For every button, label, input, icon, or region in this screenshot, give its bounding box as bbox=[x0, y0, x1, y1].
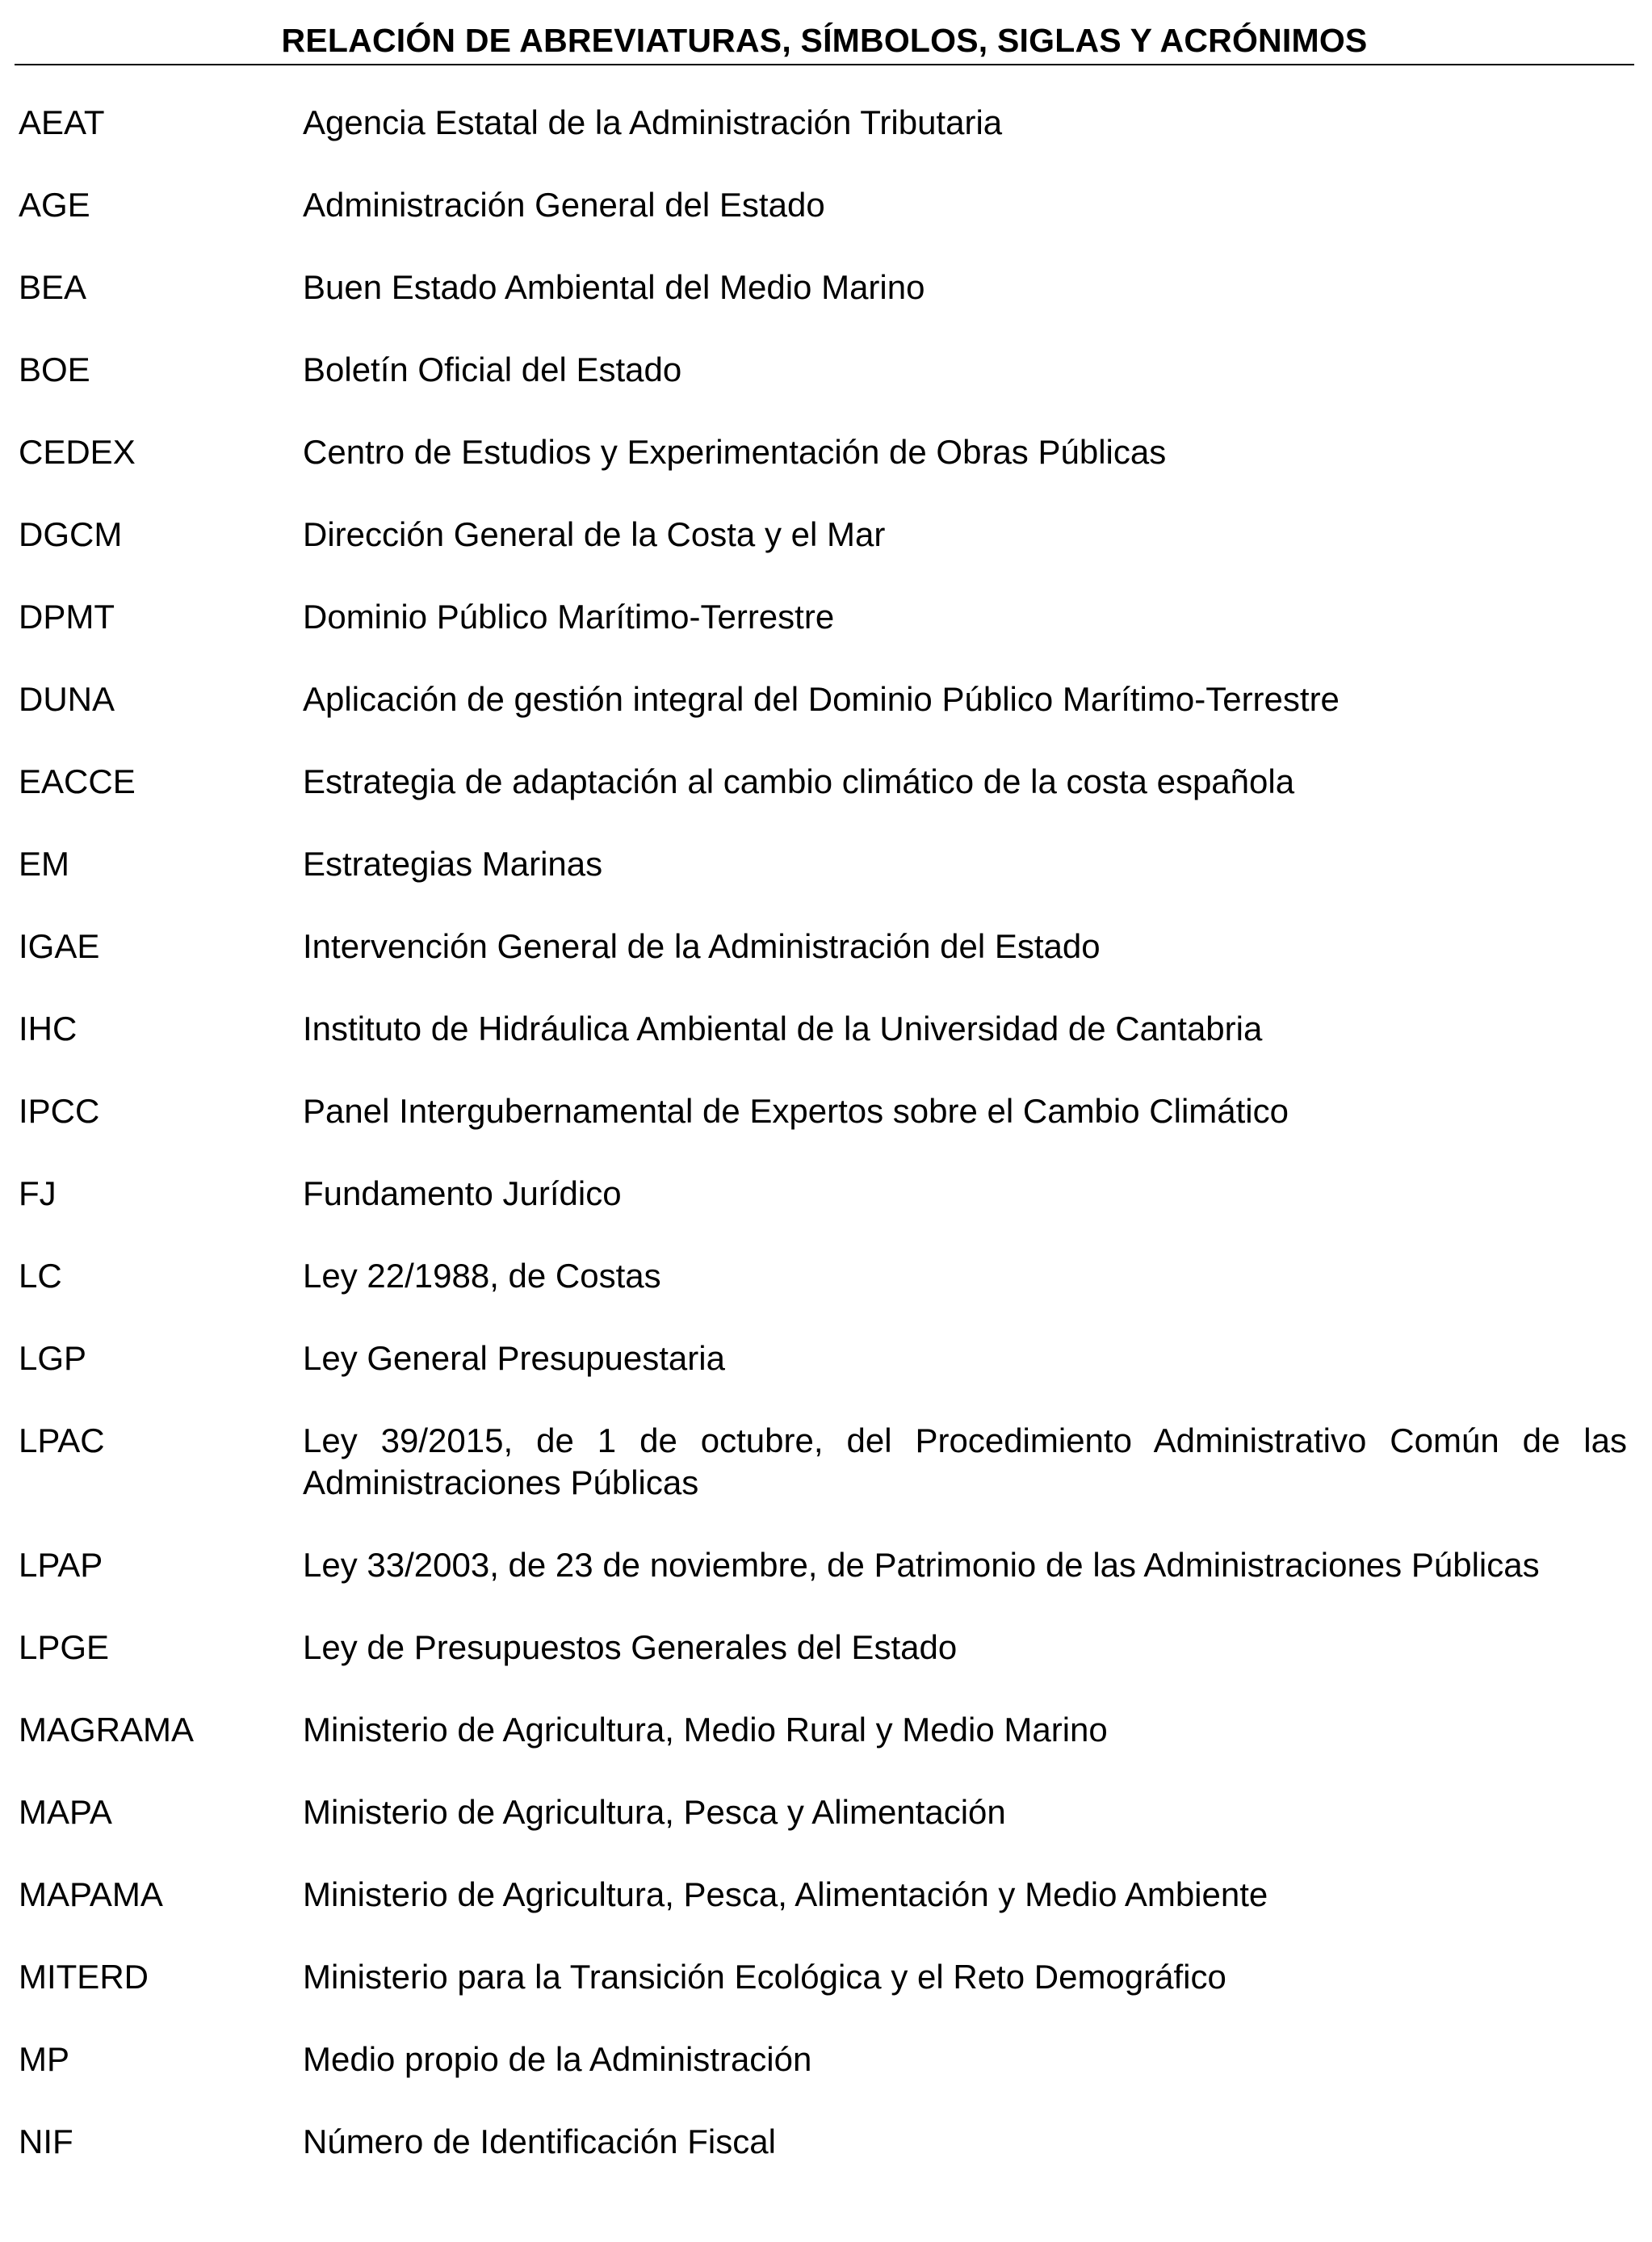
abbreviation: CEDEX bbox=[19, 433, 136, 471]
abbreviation: EM bbox=[19, 845, 69, 883]
abbreviation: LPGE bbox=[19, 1628, 110, 1666]
abbreviation: MAPAMA bbox=[19, 1875, 163, 1913]
abbreviation-meaning: Ministerio de Agricultura, Pesca, Alimentación y Medio Ambiente bbox=[303, 1875, 1268, 1913]
abbreviation-meaning: Ley 33/2003, de 23 de noviembre, de Patrimonio de las Administraciones Públicas bbox=[303, 1546, 1540, 1584]
abbreviation-meaning: Ley 22/1988, de Costas bbox=[303, 1257, 661, 1295]
abbreviation-meaning: Centro de Estudios y Experimentación de Obras Públicas bbox=[303, 433, 1167, 471]
abbreviation: BEA bbox=[19, 268, 87, 306]
abbreviation-meaning: Ley 39/2015, de 1 de octubre, del Procedimiento Administrativo Común de las Administraciones Públicas bbox=[303, 1421, 1627, 1501]
abbreviation: MAPA bbox=[19, 1793, 112, 1831]
abbreviation-meaning: Intervención General de la Administración del Estado bbox=[303, 927, 1101, 965]
abbreviation-meaning: Estrategia de adaptación al cambio climático de la costa española bbox=[303, 762, 1295, 800]
abbreviation-meaning: Ministerio de Agricultura, Medio Rural y Medio Marino bbox=[303, 1711, 1108, 1749]
abbreviation-meaning: Administración General del Estado bbox=[303, 186, 825, 224]
abbreviation-meaning: Aplicación de gestión integral del Dominio Público Marítimo-Terrestre bbox=[303, 680, 1340, 718]
abbreviation-meaning: Ministerio de Agricultura, Pesca y Alimentación bbox=[303, 1793, 1006, 1831]
abbreviation: EACCE bbox=[19, 762, 136, 800]
abbreviation: MP bbox=[19, 2040, 69, 2078]
abbreviation-meaning: Dirección General de la Costa y el Mar bbox=[303, 515, 886, 553]
title-divider bbox=[15, 64, 1634, 65]
abbreviation-meaning: Ministerio para la Transición Ecológica y el Reto Demográfico bbox=[303, 1958, 1226, 1996]
abbreviation-meaning: Instituto de Hidráulica Ambiental de la Universidad de Cantabria bbox=[303, 1010, 1263, 1048]
abbreviation: DPMT bbox=[19, 598, 115, 636]
abbreviation: AEAT bbox=[19, 103, 105, 141]
abbreviation-meaning: Ley General Presupuestaria bbox=[303, 1339, 725, 1377]
abbreviation: NIF bbox=[19, 2122, 73, 2160]
abbreviation-meaning: Número de Identificación Fiscal bbox=[303, 2122, 776, 2160]
abbreviation-meaning: Fundamento Jurídico bbox=[303, 1174, 622, 1212]
abbreviation: LGP bbox=[19, 1339, 87, 1377]
abbreviation-meaning: Buen Estado Ambiental del Medio Marino bbox=[303, 268, 925, 306]
abbreviation-meaning: Ley de Presupuestos Generales del Estado bbox=[303, 1628, 958, 1666]
abbreviation-meaning: Medio propio de la Administración bbox=[303, 2040, 812, 2078]
abbreviation: FJ bbox=[19, 1174, 57, 1212]
abbreviation: IGAE bbox=[19, 927, 100, 965]
abbreviation-meaning: Dominio Público Marítimo-Terrestre bbox=[303, 598, 835, 636]
abbreviation: LPAP bbox=[19, 1546, 103, 1584]
abbreviation: DUNA bbox=[19, 680, 115, 718]
abbreviation-meaning: Boletín Oficial del Estado bbox=[303, 351, 682, 388]
abbreviation: BOE bbox=[19, 351, 90, 388]
abbreviation: MAGRAMA bbox=[19, 1711, 195, 1749]
page-title: RELACIÓN DE ABREVIATURAS, SÍMBOLOS, SIGLAS Y ACRÓNIMOS bbox=[281, 22, 1368, 59]
abbreviation: AGE bbox=[19, 186, 90, 224]
abbreviation-meaning: Agencia Estatal de la Administración Tributaria bbox=[303, 103, 1003, 141]
abbreviation-meaning: Panel Intergubernamental de Expertos sobre el Cambio Climático bbox=[303, 1092, 1289, 1130]
abbreviation: IPCC bbox=[19, 1092, 100, 1130]
abbreviation-meaning: Estrategias Marinas bbox=[303, 845, 603, 883]
abbreviation: MITERD bbox=[19, 1958, 149, 1996]
abbreviation: IHC bbox=[19, 1010, 78, 1048]
abbreviation: LPAC bbox=[19, 1421, 105, 1459]
abbreviation: LC bbox=[19, 1257, 62, 1295]
abbreviation: DGCM bbox=[19, 515, 123, 553]
